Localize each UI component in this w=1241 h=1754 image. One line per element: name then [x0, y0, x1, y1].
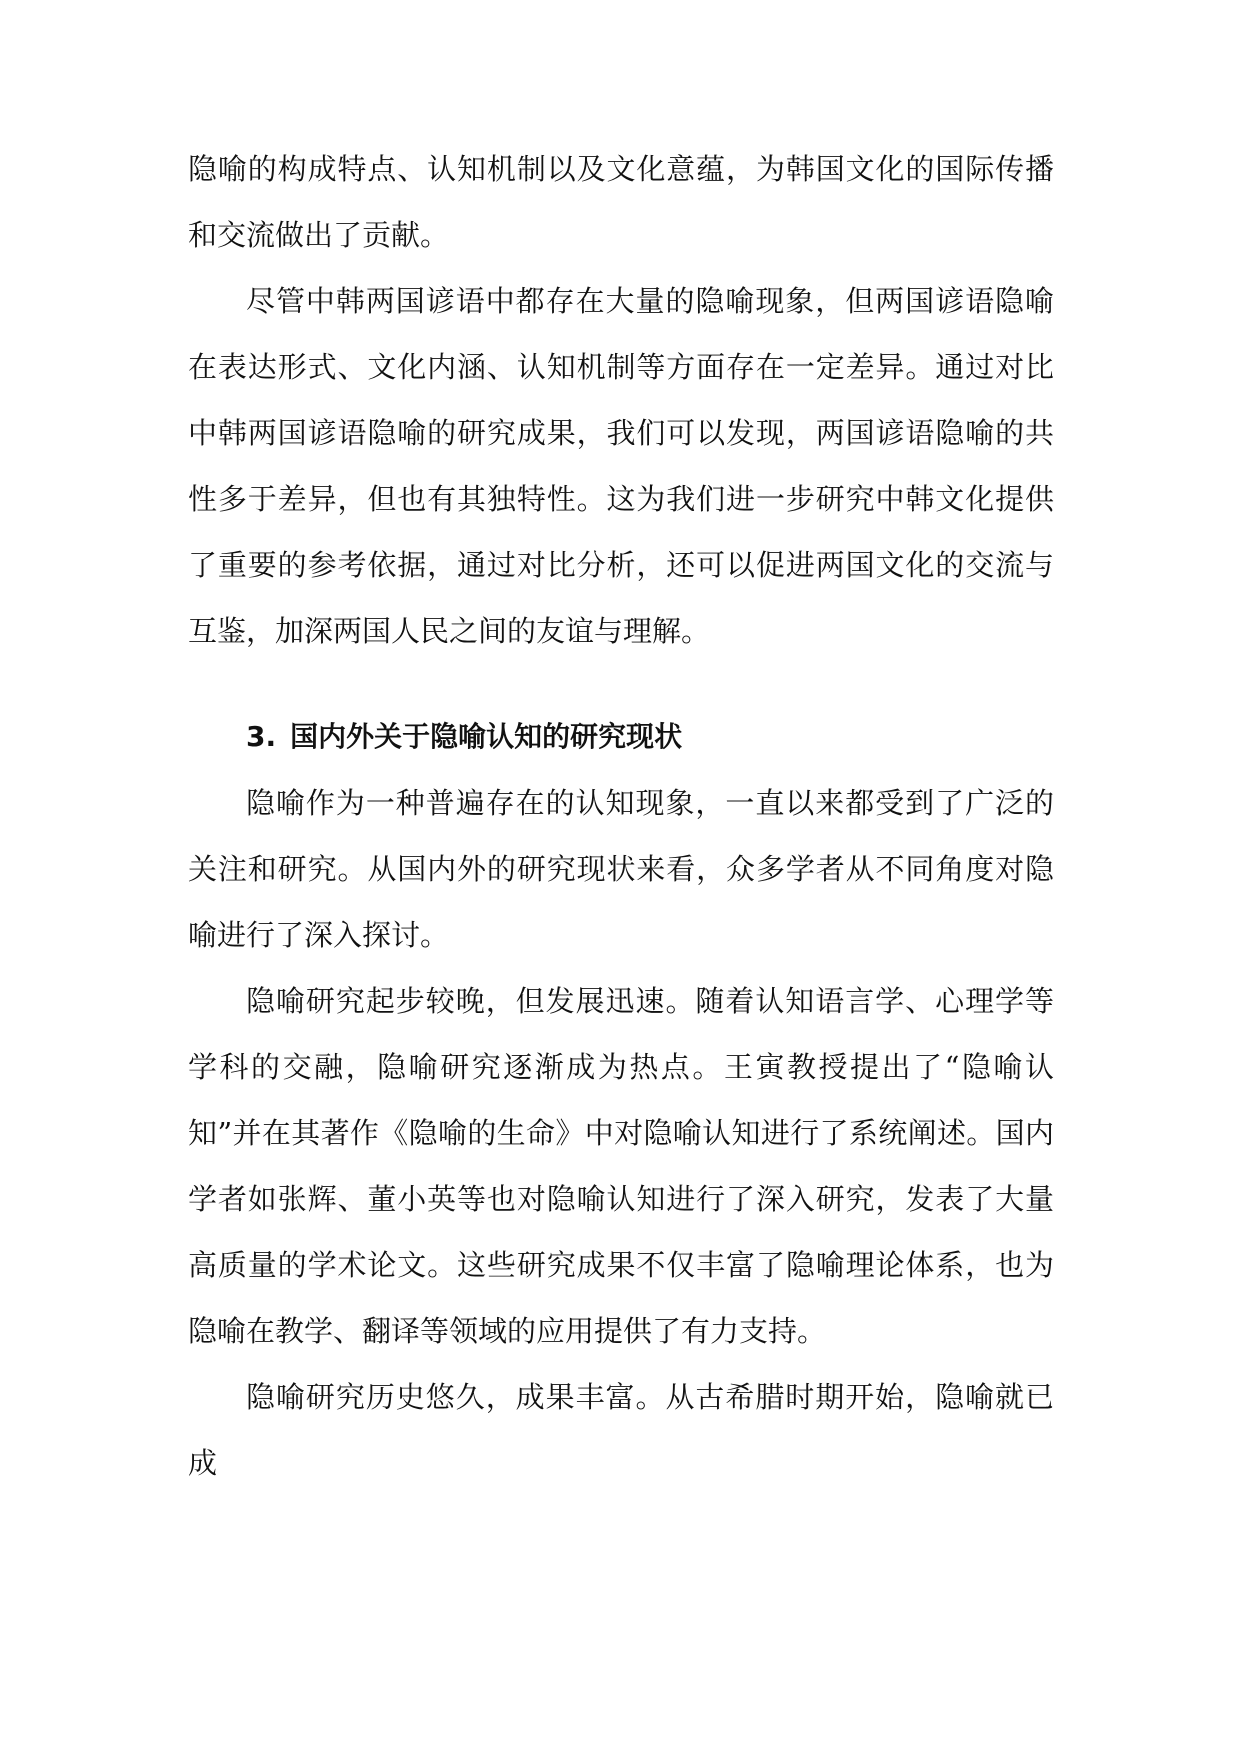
paragraph-1: 隐喻的构成特点、认知机制以及文化意蕴，为韩国文化的国际传播和交流做出了贡献。 — [188, 152, 1054, 252]
paragraph-4: 隐喻研究起步较晚，但发展迅速。随着认知语言学、心理学等学科的交融，隐喻研究逐渐成为热点。王寅教授提出了“隐喻认知”并在其著作《隐喻的生命》中对隐喻认知进行了系统阐述。国内学者如张辉、董小英等也对隐喻认知进行了深入研究，发表了大量高质量的学术论文。这些研究成果不仅丰富了隐喻理论体系，也为隐喻在教学、翻译等领域的应用提供了有力支持。 — [188, 984, 1054, 1348]
paragraph-3: 隐喻作为一种普遍存在的认知现象，一直以来都受到了广泛的关注和研究。从国内外的研究现状来看，众多学者从不同角度对隐喻进行了深入探讨。 — [188, 786, 1054, 952]
paragraph-2: 尽管中韩两国谚语中都存在大量的隐喻现象，但两国谚语隐喻在表达形式、文化内涵、认知机制等方面存在一定差异。通过对比中韩两国谚语隐喻的研究成果，我们可以发现，两国谚语隐喻的共性多于差异，但也有其独特性。这为我们进一步研究中韩文化提供了重要的参考依据，通过对比分析，还可以促进两国文化的交流与互鉴，加深两国人民之间的友谊与理解。 — [188, 284, 1054, 648]
paragraph-5: 隐喻研究历史悠久，成果丰富。从古希腊时期开始，隐喻就已成 — [188, 1380, 1054, 1480]
section-title: 国内外关于隐喻认知的研究现状 — [290, 720, 683, 753]
section-heading — [188, 704, 1054, 770]
document-page — [188, 136, 1054, 1496]
section-number: 3. — [246, 720, 277, 753]
